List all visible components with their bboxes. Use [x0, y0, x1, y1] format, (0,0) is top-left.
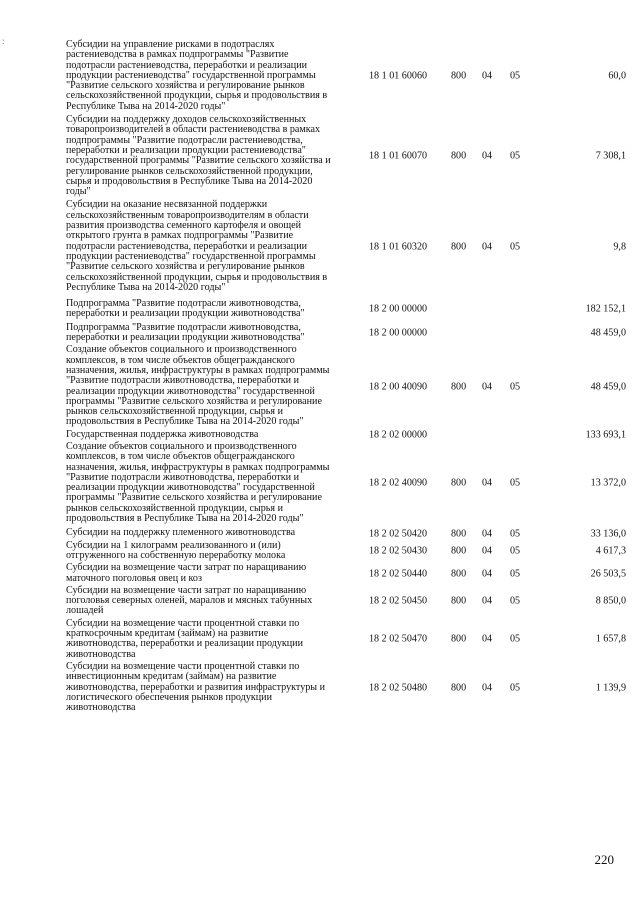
- row-code: 18 2 02 50440: [369, 568, 428, 580]
- row-pr: 05: [510, 381, 521, 392]
- row-name: Государственная поддержка животноводства: [66, 428, 259, 440]
- row-sum: 9,8: [613, 241, 626, 253]
- row-pr: 05: [510, 682, 521, 694]
- table-row: [66, 541, 626, 562]
- row-sum: 7 308,1: [595, 150, 626, 162]
- row-vr: 800: [451, 241, 467, 253]
- row-vr: 800: [451, 682, 467, 694]
- table-row: [66, 662, 626, 713]
- row-sum: 182 152,1: [585, 303, 626, 315]
- row-sum: 60,0: [608, 70, 626, 82]
- row-name: Субсидии на поддержку доходов сельскохозяйственных товаропроизводителей в области растениеводства в рамках подпрограммы "Развитие подотрасли растениеводства, переработки и реализации продукции растениеводства" государственной программы "Развитие сельского хозяйства и регулирование рынков сельскохозяйственной продукции, сырья и продовольствия в Республике Тыва на 2014-2020 годы": [66, 114, 331, 198]
- table-row: [66, 619, 626, 660]
- row-name: Создание объектов социального и производственного комплексов, в том числе объектов общегражданского назначения, жилья, инфраструктуры в рамках подпрограммы "Развитие подотрасли животноводства, переработки и реализации продукции животноводства" государственной программы "Развитие сельского хозяйства и регулирование рынков сельскохозяйственной продукции, сырья и продовольствия в Республике Тыва на 2014-2020 годы": [66, 344, 330, 428]
- table-row: [66, 563, 626, 584]
- row-vr: 800: [451, 633, 467, 645]
- row-name: Субсидии на управление рисками в подотраслях растениеводства в рамках подпрограммы "Развитие подотрасли растениеводства, переработки и реализации продукции растениеводства" государственной программы "Развитие сельского хозяйства и регулирование рынков сельскохозяйственной продукции, сырья и продовольствия в Республике Тыва на 2014-2020 годы": [66, 39, 328, 112]
- table-row: [66, 528, 626, 538]
- row-vr: 800: [451, 150, 467, 162]
- row-name: Субсидии на 1 килограмм реализованного и (или) отгруженного на собственную переработку молока: [66, 539, 286, 561]
- row-name: Субсидии на возмещение части затрат по наращиванию поголовья северных оленей, маралов и мясных табунных лошадей: [66, 584, 313, 617]
- row-pr: 05: [510, 70, 521, 82]
- row-name: Создание объектов социального и производственного комплексов, в том числе объектов общегражданского назначения, жилья, инфраструктуры в рамках подпрограммы "Развитие подотрасли животноводства, переработки и реализации продукции животноводства" государственной программы "Развитие сельского хозяйства и регулирование рынков сельскохозяйственной продукции, сырья и продовольствия в Республике Тыва на 2014-2020 годы": [66, 440, 330, 525]
- row-rz: 04: [482, 150, 493, 162]
- row-vr: 800: [451, 70, 467, 82]
- row-sum: 1 139,9: [595, 682, 626, 694]
- budget-table: [66, 40, 626, 713]
- row-rz: 04: [482, 545, 493, 557]
- row-rz: 04: [482, 241, 493, 253]
- row-code: 18 2 02 40090: [369, 477, 428, 489]
- row-code: 18 1 01 60060: [369, 70, 428, 82]
- row-name: Субсидии на поддержку племенного животноводства: [66, 527, 296, 539]
- row-sum: 33 136,0: [590, 528, 626, 539]
- row-name: Подпрограмма "Развитие подотрасли животноводства, переработки и реализации продукции животноводства": [66, 321, 305, 344]
- table-row: [66, 200, 626, 293]
- row-vr: 800: [451, 528, 467, 539]
- row-code: 18 2 02 50420: [369, 528, 428, 539]
- table-row: [66, 586, 626, 617]
- row-code: 18 2 02 50480: [369, 682, 428, 694]
- row-pr: 05: [510, 633, 521, 645]
- row-code: 18 2 02 50470: [369, 633, 428, 645]
- row-sum: 1 657,8: [595, 633, 626, 645]
- row-name: Субсидии на оказание несвязанной поддержки сельскохозяйственным товаропроизводителям в области развития производства семенного картофеля и овощей открытого грунта в рамках подпрограммы "Развитие подотрасли растениеводства, переработки и реализации продукции растениеводства" государственной программы "Развитие сельского хозяйства и регулирование рынков сельскохозяйственной продукции, сырья и продовольствия в Республике Тыва на 2014-2020 годы": [66, 199, 328, 293]
- row-code: 18 2 00 00000: [369, 303, 428, 315]
- row-pr: 05: [510, 595, 521, 607]
- table-row: [66, 345, 626, 427]
- row-rz: 04: [482, 528, 493, 539]
- row-rz: 04: [482, 70, 493, 82]
- row-code: 18 2 02 50430: [369, 545, 428, 557]
- row-rz: 04: [482, 633, 493, 645]
- row-sum: 4 617,3: [595, 545, 626, 557]
- row-code: 18 2 02 50450: [369, 595, 428, 607]
- row-name: Субсидии на возмещение части процентной ставки по инвестиционным кредитам (займам) на развитие животноводства, переработки и развития инфраструктуры и логистического обеспечения рынков продукции животноводства: [66, 660, 325, 714]
- row-sum: 48 459,0: [590, 327, 626, 339]
- row-name: Субсидии на возмещение части процентной ставки по краткосрочным кредитам (займам) на развитие животноводства, переработки и реализации продукции животноводства: [66, 617, 303, 660]
- table-row: [66, 430, 626, 440]
- row-rz: 04: [482, 381, 493, 392]
- row-code: 18 2 02 00000: [369, 429, 428, 441]
- row-pr: 05: [510, 241, 521, 253]
- row-vr: 800: [451, 477, 467, 489]
- row-rz: 04: [482, 568, 493, 580]
- row-pr: 05: [510, 477, 521, 489]
- table-row: [66, 323, 626, 344]
- row-vr: 800: [451, 568, 467, 580]
- row-pr: 05: [510, 568, 521, 580]
- row-rz: 04: [482, 477, 493, 489]
- row-vr: 800: [451, 381, 467, 392]
- table-row: [66, 115, 626, 197]
- row-sum: 8 850,0: [595, 595, 626, 607]
- row-pr: 05: [510, 545, 521, 557]
- row-sum: 48 459,0: [590, 381, 626, 392]
- row-vr: 800: [451, 545, 467, 557]
- row-sum: 26 503,5: [590, 568, 626, 580]
- row-pr: 05: [510, 528, 521, 539]
- row-name: Подпрограмма "Развитие подотрасли животноводства, переработки и реализации продукции животноводства": [66, 298, 305, 320]
- row-vr: 800: [451, 595, 467, 607]
- row-sum: 133 693,1: [585, 429, 626, 441]
- row-pr: 05: [510, 150, 521, 162]
- row-rz: 04: [482, 595, 493, 607]
- row-code: 18 2 00 40090: [369, 381, 428, 392]
- table-row: [66, 299, 626, 320]
- row-code: 18 1 01 60070: [369, 150, 428, 162]
- row-code: 18 1 01 60320: [369, 241, 428, 253]
- page-number: 220: [594, 852, 614, 867]
- table-row: [66, 40, 626, 112]
- row-rz: 04: [482, 682, 493, 694]
- row-sum: 13 372,0: [590, 477, 626, 489]
- row-name: Субсидии на возмещение части затрат по наращиванию маточного поголовья овец и коз: [66, 562, 307, 584]
- margin-mark: :: [2, 36, 5, 46]
- table-row: [66, 442, 626, 524]
- row-code: 18 2 00 00000: [369, 327, 428, 339]
